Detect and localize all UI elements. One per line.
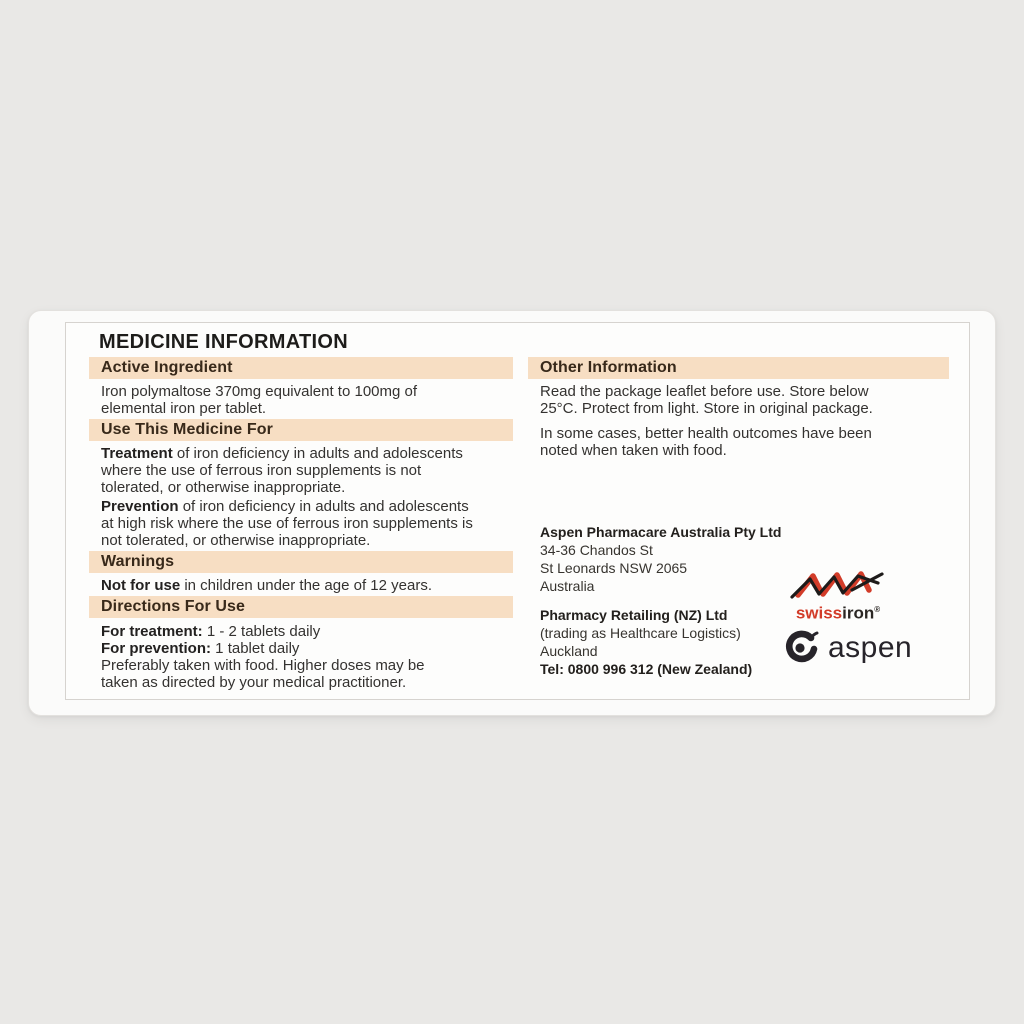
supplier-australia-address: Aspen Pharmacare Australia Pty Ltd 34-36 Chandos St St Leonards NSW 2065 Australia (540, 524, 782, 594)
directions-text: For treatment: 1 - 2 tablets daily For prevention: 1 tablet daily Preferably taken with food. Higher doses may be taken as directed by your medical practitioner. (101, 623, 425, 691)
section-header-label: Warnings (101, 553, 175, 570)
aspen-wordmark: aspen (828, 631, 913, 664)
prevention-indication-text: Prevention of iron deficiency in adults and adolescents at high risk where the use of ferrous iron supplements is not tolerated, or otherwise inappropriate. (101, 498, 473, 549)
section-header-active-ingredient (89, 357, 513, 379)
swissiron-wordmark: swissiron® (795, 603, 881, 623)
section-header-other-information (528, 357, 949, 379)
storage-text: Read the package leaflet before use. Store below 25°C. Protect from light. Store in original package. (540, 383, 873, 417)
section-header-directions-for-use (89, 596, 513, 618)
section-header-label: Directions For Use (101, 598, 246, 615)
section-header-label: Other Information (540, 359, 677, 376)
aspen-logo (782, 629, 912, 667)
registered-trademark-symbol: ® (874, 605, 881, 614)
section-header-label: Use This Medicine For (101, 421, 273, 438)
health-outcomes-text: In some cases, better health outcomes have been noted when taken with food. (540, 425, 872, 459)
supplier-newzealand-address: Pharmacy Retailing (NZ) Ltd (trading as Healthcare Logistics) Auckland Tel: 0800 996 312 (New Zealand) (540, 607, 753, 677)
active-ingredient-text: Iron polymaltose 370mg equivalent to 100mg of elemental iron per tablet. (101, 383, 418, 417)
warnings-text: Not for use in children under the age of 12 years. (101, 577, 433, 594)
section-header-warnings (89, 551, 513, 573)
section-header-label: Active Ingredient (101, 359, 233, 376)
page-title: MEDICINE INFORMATION (99, 331, 348, 353)
left-column (89, 357, 513, 693)
aspen-swirl-icon (782, 629, 820, 667)
swissiron-mountains-icon (790, 567, 886, 599)
treatment-indication-text: Treatment of iron deficiency in adults and adolescents where the use of ferrous iron supplements is not tolerated, or otherwise inappropriate. (101, 445, 463, 496)
swissiron-logo (788, 567, 888, 622)
section-header-use-this-medicine-for (89, 419, 513, 441)
medicine-information-label (65, 322, 970, 700)
medicine-box-back-panel (28, 310, 996, 716)
